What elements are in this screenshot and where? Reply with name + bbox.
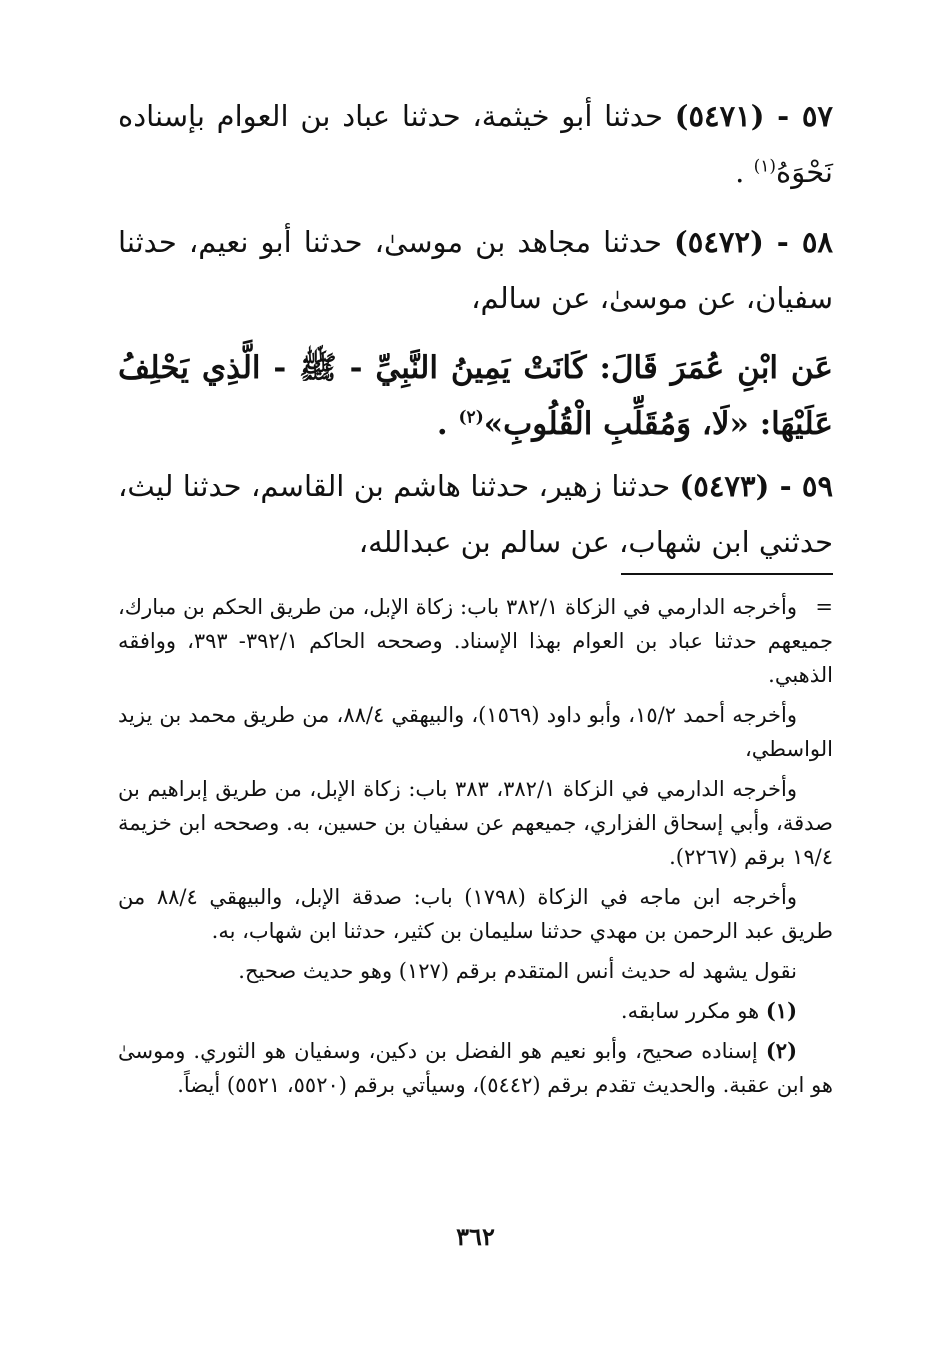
- hadith-number: ٥٩ - (٥٤٧٣): [679, 469, 834, 503]
- footnote-paragraph: = وأخرجه الدارمي في الزكاة ٣٨٢/١ باب: زكاة الإبل، من طريق الحكم بن مبارك، جميعهم حدثنا عباد بن العوام بهذا الإسناد. وصححه الحاكم ٣٩٢/١- ٣٩٣، ووافقه الذهبي.: [118, 590, 833, 692]
- hadith-57: ٥٧ - (٥٤٧١) حدثنا أبو خيثمة، حدثنا عباد بن العوام بإسناده نَحْوَهُ$^{(١)}$ .: [118, 99, 834, 189]
- hadith-58: [118, 214, 833, 326]
- footnote-ref[interactable]: (٢): [458, 407, 484, 428]
- hadith-text: حدثنا زهير، حدثنا هاشم بن القاسم، حدثنا ليث، حدثني ابن شهاب، عن سالم بن عبدالله،: [118, 469, 833, 559]
- footnote-separator: [621, 573, 833, 575]
- hadith-matn: عَن ابْنِ عُمَرَ قَالَ: كَانَتْ يَمِينُ النَّبِيِّ - ﷺ - الَّذِي يَحْلِفُ عَلَيْهَا: «لَا، وَمُقَلِّبِ الْقُلُوبِ»$^{(٢)}$ .: [118, 350, 833, 442]
- footnote-1: (١) هو مكرر سابقه.: [620, 998, 797, 1023]
- hadith-text: عَن ابْنِ عُمَرَ قَالَ: كَانَتْ يَمِينُ النَّبِيِّ - ﷺ - الَّذِي يَحْلِفُ عَلَيْهَا: «لَا، وَمُقَلِّبِ الْقُلُوبِ»: [118, 350, 833, 442]
- continuation-mark: =: [815, 595, 833, 619]
- hadith-number: ٥٧ - (٥٤٧١): [674, 99, 834, 133]
- footnote-2: (٢) إسناده صحيح، وأبو نعيم هو الفضل بن دكين، وسفيان هو الثوري. وموسىٰ هو ابن عقبة. والحديث تقدم برقم (٥٤٤٢)، وسيأتي برقم (٥٥٢٠، ٥٥٢١) أيضاً.: [118, 1038, 833, 1097]
- hadith-number: ٥٨ - (٥٤٧٢): [674, 225, 833, 259]
- page-number: ٣٦٢: [456, 1222, 495, 1251]
- hadith-text: حدثنا مجاهد بن موسىٰ، حدثنا أبو نعيم، حدثنا سفيان، عن موسىٰ، عن سالم،: [118, 225, 833, 315]
- footnote-paragraph: وأخرجه أحمد ١٥/٢، وأبو داود (١٥٦٩)، والبيهقي ٨٨/٤، من طريق محمد بن يزيد الواسطي،: [118, 703, 833, 761]
- footnote-ref[interactable]: (١): [753, 156, 777, 177]
- footnote-paragraph: نقول يشهد له حديث أنس المتقدم برقم (١٢٧) وهو حديث صحيح.: [238, 959, 797, 983]
- main-text: [118, 88, 833, 584]
- footnote-number: (٢): [765, 1038, 797, 1063]
- footnote-paragraph: وأخرجه ابن ماجه في الزكاة (١٧٩٨) باب: صدقة الإبل، والبيهقي ٨٨/٤ من طريق عبد الرحمن بن مهدي حدثنا سليمان بن كثير، حدثنا ابن شهاب، به.: [118, 885, 833, 943]
- hadith-59: [118, 458, 833, 570]
- footnote-paragraph: وأخرجه الدارمي في الزكاة ٣٨٢/١، ٣٨٣ باب: زكاة الإبل، من طريق إبراهيم بن صدقة، وأبي إسحاق الفزاري، جميعهم عن سفيان بن حسين، به. وصححه ابن خزيمة ١٩/٤ برقم (٢٢٦٧).: [118, 777, 833, 869]
- hadith-text: حدثنا أبو خيثمة، حدثنا عباد بن العوام بإسناده نَحْوَهُ: [118, 99, 833, 189]
- footnote-number: (١): [765, 998, 797, 1023]
- footnotes: [118, 590, 833, 1108]
